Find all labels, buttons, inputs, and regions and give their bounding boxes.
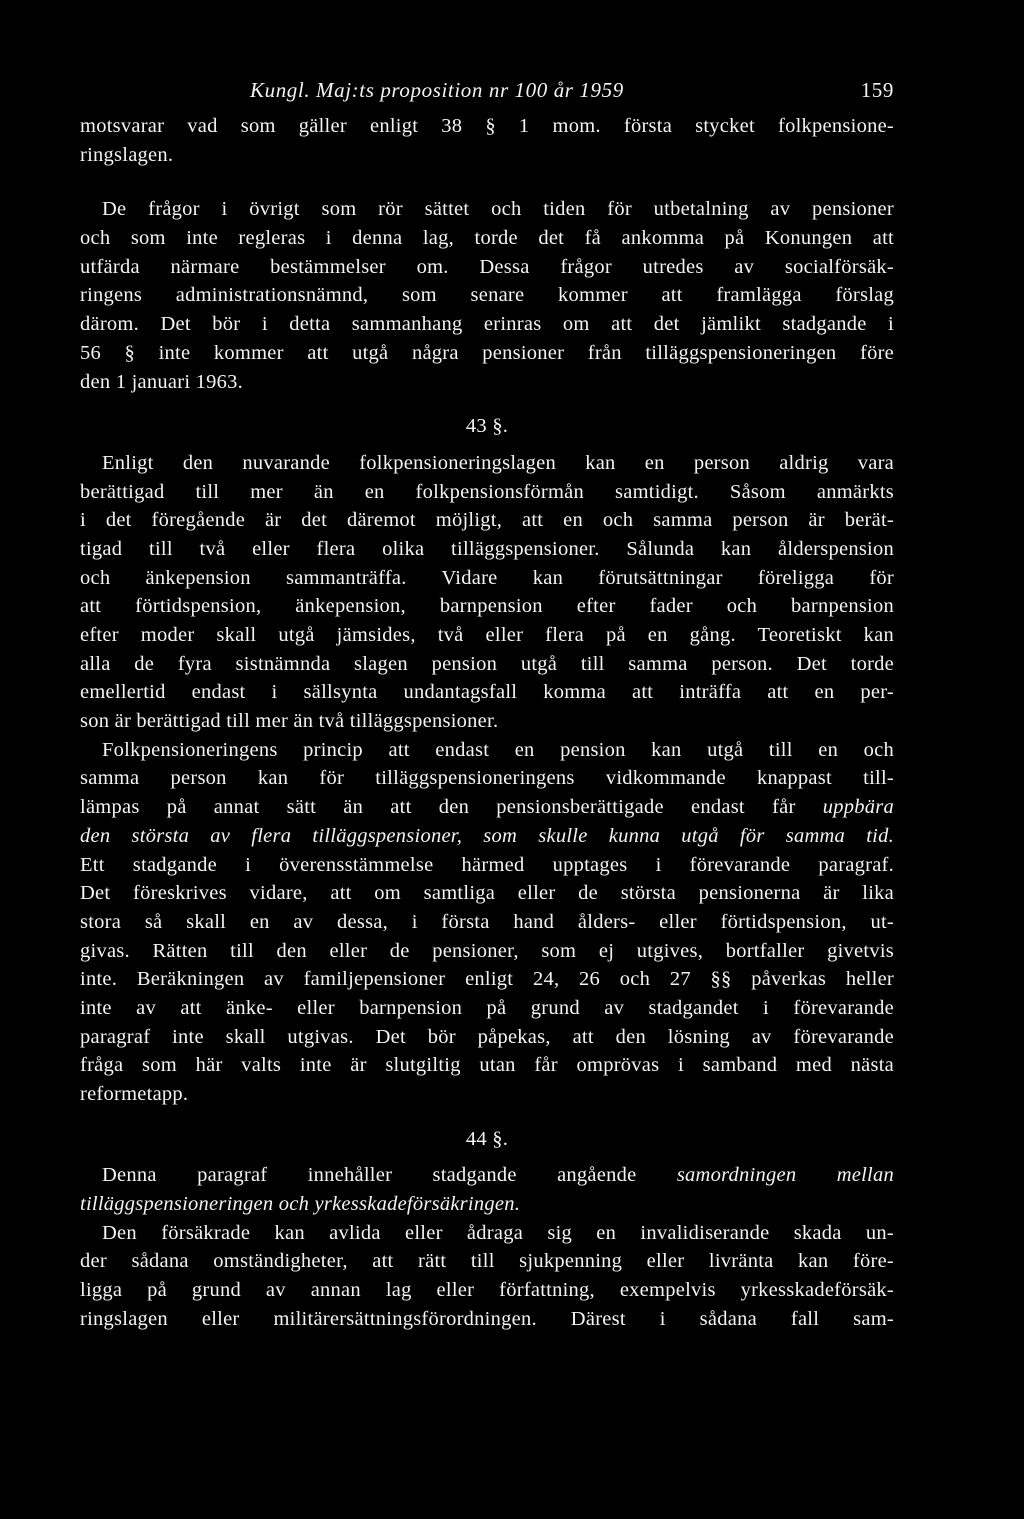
text-line: samma person kan för tilläggspensioneringens vidkommande knappast till-: [80, 767, 894, 790]
text-line: tigad till två eller flera olika tilläggspensioner. Sålunda kan ålderspension: [80, 537, 894, 560]
text-line: der sådana omständigheter, att rätt till sjukpenning eller livränta kan före-: [80, 1250, 894, 1273]
paragraph-44-second: [80, 1219, 894, 1334]
text-line-mixed: [80, 1161, 894, 1190]
text-line: Ett stadgande i överensstämmelse härmed upptages i förevarande paragraf.: [80, 853, 894, 876]
emphasis-run: uppbära: [822, 796, 894, 819]
emphasis-line: den största av flera tilläggspensioner, som skulle kunna utgå för samma tid.: [80, 824, 894, 847]
text-line: De frågor i övrigt som rör sättet och tiden för utbetalning av pensioner: [102, 198, 894, 221]
text-line: fråga som här valts inte är slutgiltig utan får omprövas i samband med nästa: [80, 1054, 894, 1077]
text-line: givas. Rätten till den eller de pensioner, som ej utgives, bortfaller givetvis: [80, 939, 894, 962]
text-line: stora så skall en av dessa, i första hand ålders- eller förtidspension, ut-: [80, 910, 894, 933]
text-line: ringslagen eller militärersättningsförordningen. Därest i sådana fall sam-: [80, 1307, 894, 1330]
text-line: efter moder skall utgå jämsides, två eller flera på en gång. Teoretiskt kan: [80, 624, 894, 646]
text-line: paragraf inte skall utgivas. Det bör påpekas, att den lösning av förevarande: [80, 1025, 894, 1048]
text-line: att förtidspension, änkepension, barnpension efter fader och barnpension: [80, 595, 894, 618]
paragraph-44-first: [80, 1161, 894, 1218]
paragraph-43-first: [80, 449, 894, 736]
section-heading-44: 44 §.: [465, 1127, 509, 1150]
emphasis-line: tilläggspensioneringen och yrkesskadeförsäkringen.: [80, 1193, 521, 1216]
text-line: emellertid endast i sällsynta undantagsfall komma att inträffa att en per-: [80, 681, 894, 704]
text-line: son är berättigad till mer än två tilläggspensioner.: [80, 710, 499, 733]
text-line: i det föregående är det däremot möjligt, att en och samma person är berät-: [80, 509, 894, 532]
emphasis-run: samordningen mellan: [676, 1164, 894, 1187]
text-line: 56 § inte kommer att utgå några pensioner från tilläggspensioneringen före: [80, 341, 894, 364]
text-line: alla de fyra sistnämnda slagen pension utgå till samma person. Det torde: [80, 652, 894, 675]
text-line: den 1 januari 1963.: [80, 370, 244, 393]
text-run: Denna paragraf innehåller stadgande angående: [102, 1164, 677, 1187]
text-line: och änkepension sammanträffa. Vidare kan förutsättningar föreligga för: [80, 566, 894, 589]
text-line: därom. Det bör i detta sammanhang erinras om att det jämlikt stadgande i: [80, 313, 894, 336]
paragraph-payment-rules: [80, 195, 894, 396]
section-heading-43: 43 §.: [465, 415, 509, 438]
paragraph-43-second: [80, 736, 894, 1109]
text-line: reformetapp.: [80, 1083, 189, 1105]
text-line: och som inte regleras i denna lag, torde det få ankomma på Konungen att: [80, 227, 894, 250]
text-line: ringens administrationsnämnd, som senare kommer att framlägga förslag: [80, 284, 894, 307]
text-line: utfärda närmare bestämmelser om. Dessa frågor utredes av socialförsäk-: [80, 255, 894, 278]
page-header: [80, 78, 894, 112]
text-line-mixed: [80, 793, 894, 822]
text-line: Enligt den nuvarande folkpensioneringslagen kan en person aldrig vara: [102, 451, 894, 474]
text-line: ligga på grund av annan lag eller författning, exempelvis yrkesskadeförsäk-: [80, 1279, 894, 1302]
text-run: lämpas på annat sätt än att den pensionsberättigade endast får: [80, 796, 823, 819]
paragraph-continuation: [80, 112, 894, 169]
text-line: ringslagen.: [80, 143, 174, 166]
text-line: berättigad till mer än en folkpensionsförmån samtidigt. Såsom anmärkts: [80, 480, 894, 503]
text-line: inte av att änke- eller barnpension på grund av stadgandet i förevarande: [80, 996, 894, 1019]
document-page: [80, 78, 894, 1334]
text-line: motsvarar vad som gäller enligt 38 § 1 mom. första stycket folkpensione-: [80, 115, 894, 137]
page-number: 159: [860, 78, 894, 102]
text-line: inte. Beräkningen av familjepensioner enligt 24, 26 och 27 §§ påverkas heller: [80, 968, 894, 991]
text-line: Folkpensioneringens princip att endast en pension kan utgå till en och: [102, 738, 894, 761]
text-line: Det föreskrives vidare, att om samtliga eller de största pensionerna är lika: [80, 882, 894, 905]
text-line: Den försäkrade kan avlida eller ådraga sig en invalidiserande skada un-: [102, 1221, 894, 1244]
running-title: Kungl. Maj:ts proposition nr 100 år 1959: [250, 78, 624, 102]
